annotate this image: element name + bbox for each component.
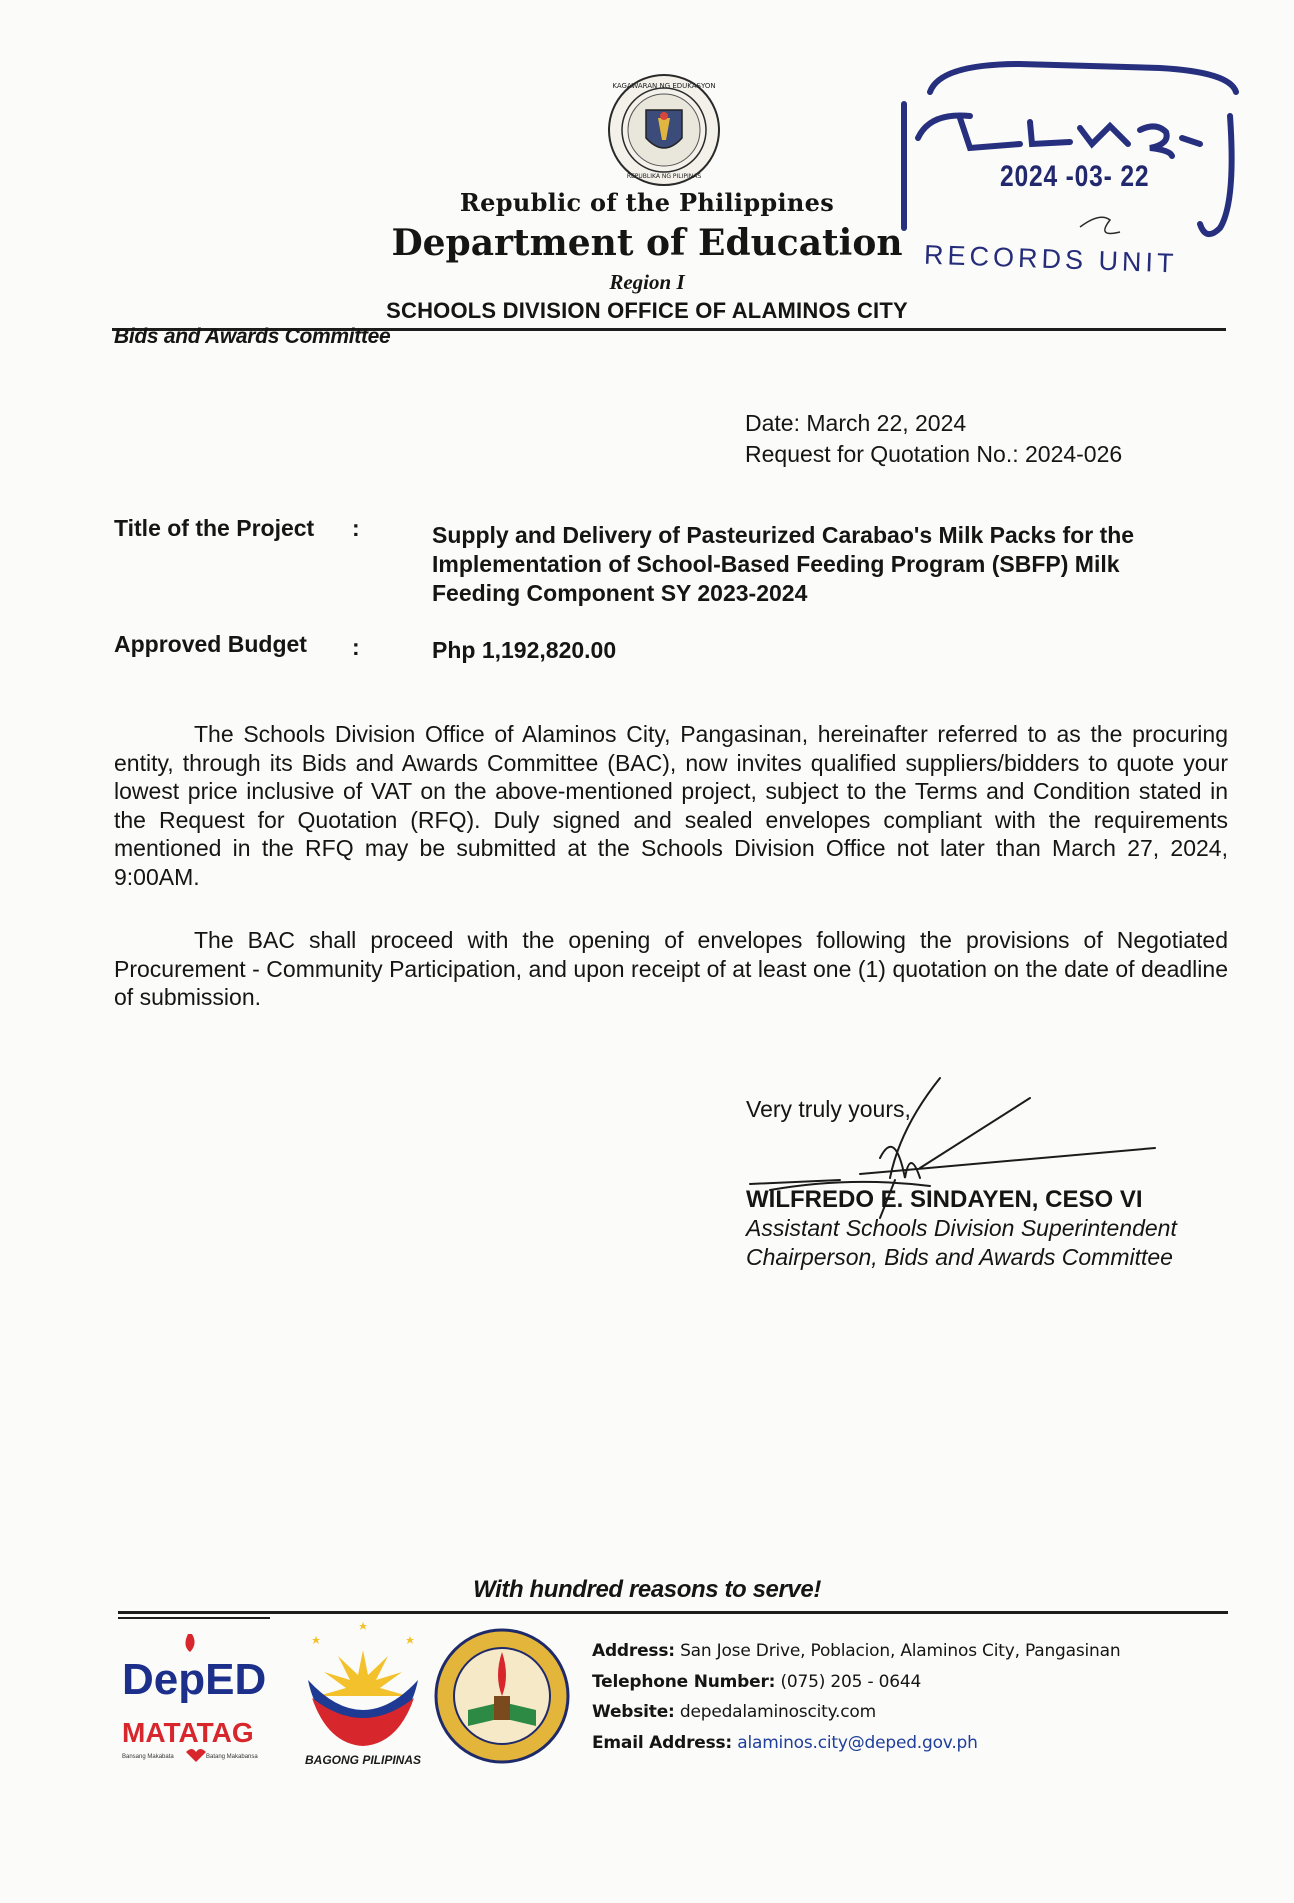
document-date: Date: March 22, 2024 (745, 410, 967, 436)
closing-line: Very truly yours, (746, 1096, 911, 1122)
signatory-position (746, 1214, 1177, 1272)
signatory-name: WILFREDO E. SINDAYEN, CESO VI (746, 1186, 1143, 1213)
contact-address: Address: San Jose Drive, Poblacion, Alaminos City, Pangasinan (592, 1641, 1121, 1661)
project-title-line: Implementation of School-Based Feeding Program (SBFP) Milk (432, 551, 1120, 577)
body-paragraph: The BAC shall proceed with the opening of envelopes following the provisions of Negotiated Procurement - Community Participation, and upon receipt of at least one (1) quotation on the date of deadline of submission. (114, 927, 1228, 1010)
position-line: Assistant Schools Division Superintendent (746, 1215, 1177, 1241)
budget-value: Php 1,192,820.00 (432, 637, 617, 663)
separator-colon: : (352, 634, 360, 660)
svg-text:REPUBLIKA NG PILIPINAS: REPUBLIKA NG PILIPINAS (626, 173, 702, 180)
bagong-pilipinas-logo (288, 1620, 438, 1770)
footer-rule (118, 1611, 1228, 1614)
committee-label: Bids and Awards Committee (114, 325, 391, 348)
stamp-date: 2024 -03- 22 (1000, 160, 1150, 193)
separator-colon: : (352, 515, 360, 541)
region-heading: Region I (609, 270, 685, 294)
alaminos-division-seal-icon (432, 1626, 572, 1766)
republic-heading: Republic of the Philippines (459, 188, 835, 217)
bagong-pilipinas-text: BAGONG PILIPINAS (304, 1753, 422, 1767)
body-paragraph: The Schools Division Office of Alaminos City, Pangasinan, hereinafter referred to as the procuring entity, through its Bids and Awards Committee (BAC), now invites qualified suppliers/bidders to quote your lowest price inclusive of VAT on the above-mentioned project, subject to the Terms and Condition stated in the Request for Quotation (RFQ). Duly signed and sealed envelopes compliant with the requirements mentioned in the RFQ may be submitted at the Schools Division Office not later than March 27, 2024, 9:00AM. (114, 721, 1228, 890)
deped-matatag-logo (118, 1628, 278, 1768)
project-title-line: Feeding Component SY 2023-2024 (432, 580, 808, 606)
matatag-logo-text: MATATAG (122, 1717, 254, 1748)
rfq-number: Request for Quotation No.: 2024-026 (745, 441, 1123, 467)
department-heading: Department of Education (391, 222, 903, 264)
contact-phone: Telephone Number: (075) 205 - 0644 (592, 1671, 922, 1692)
project-title-label: Title of the Project (114, 515, 315, 541)
deped-seal-icon (606, 72, 722, 188)
deped-logo-text: DepED (122, 1655, 267, 1704)
footer-rule-accent (118, 1617, 270, 1619)
stamp-unit: RECORDS UNIT (923, 239, 1178, 279)
matatag-sub-left: Bansang Makabata (122, 1754, 174, 1760)
division-office-heading: SCHOOLS DIVISION OFFICE OF ALAMINOS CITY (386, 298, 908, 323)
budget-label: Approved Budget (114, 631, 307, 657)
date-block (745, 408, 1122, 470)
project-title-line: Supply and Delivery of Pasteurized Carabao's Milk Packs for the (432, 522, 1135, 548)
position-line: Chairperson, Bids and Awards Committee (746, 1244, 1173, 1270)
contact-block (592, 1636, 1120, 1758)
contact-website: Website: depedalaminoscity.com (592, 1702, 876, 1722)
matatag-sub-right: Batang Makabansa (206, 1754, 258, 1760)
project-title-value (432, 521, 1134, 608)
svg-text:KAGAWARAN NG EDUKASYON: KAGAWARAN NG EDUKASYON (612, 82, 716, 90)
contact-email: Email Address: alaminos.city@deped.gov.ph (592, 1732, 978, 1753)
footer-tagline: With hundred reasons to serve! (473, 1576, 821, 1603)
